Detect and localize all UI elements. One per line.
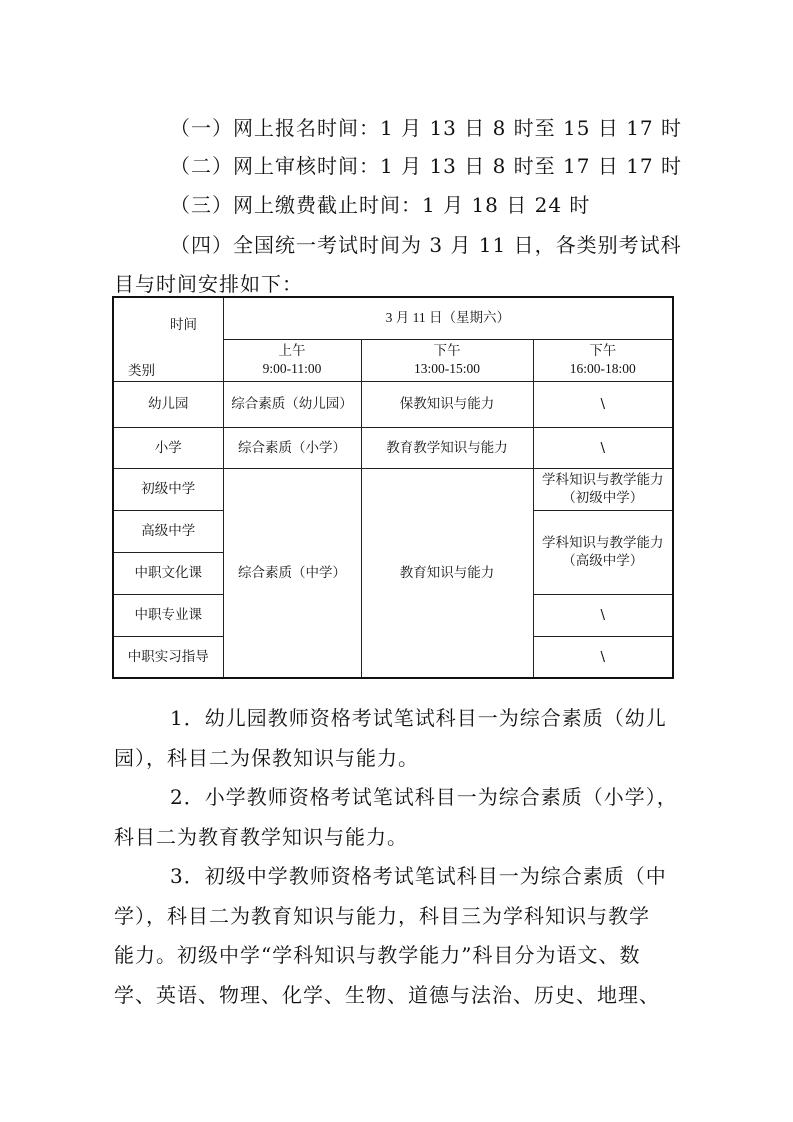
session-afternoon-1 — [361, 339, 533, 381]
para4-line-2: 目与时间安排如下： — [114, 272, 303, 296]
cell-junior-subject3: 学科知识与教学能力（初级中学） — [533, 468, 673, 510]
cell-senior-subject3: 学科知识与教学能力（高级中学） — [533, 510, 673, 594]
corner-header-cell — [113, 297, 223, 381]
cell-vocational-practice-subject3: \ — [533, 636, 673, 678]
cell-primary-subject3: \ — [533, 427, 673, 468]
category-kindergarten: 幼儿园 — [113, 381, 223, 427]
corner-category-label: 类别 — [128, 363, 155, 379]
session-label: 下午 — [433, 343, 461, 359]
note-3-line-4: 学、英语、物理、化学、生物、道德与法治、历史、地理、 — [114, 983, 660, 1007]
session-afternoon-2 — [533, 339, 673, 381]
session-time: 13:00-15:00 — [414, 361, 480, 376]
cell-middle-subject1: 综合素质（中学） — [223, 468, 361, 678]
corner-time-label: 时间 — [170, 317, 197, 333]
note-3-line-2: 学），科目二为教育知识与能力，科目三为学科知识与教学 — [114, 904, 650, 928]
cell-middle-subject2: 教育知识与能力 — [361, 468, 533, 678]
para4-line-1: （四）全国统一考试时间为 3 月 11 日，各类别考试科 — [170, 233, 682, 257]
session-label: 上午 — [278, 343, 306, 359]
category-vocational-major: 中职专业课 — [113, 594, 223, 636]
intro-line-2: （二）网上审核时间：1 月 13 日 8 时至 17 日 17 时 — [170, 154, 683, 178]
intro-line-1: （一）网上报名时间：1 月 13 日 8 时至 15 日 17 时 — [170, 116, 683, 140]
category-vocational-practice: 中职实习指导 — [113, 636, 223, 678]
session-time: 16:00-18:00 — [569, 361, 636, 376]
session-time: 9:00-11:00 — [262, 361, 322, 376]
note-3-line-1: 3．初级中学教师资格考试笔试科目一为综合素质（中 — [170, 864, 667, 888]
session-label: 下午 — [589, 343, 617, 359]
note-2-line-1: 2．小学教师资格考试笔试科目一为综合素质（小学）， — [170, 785, 678, 809]
exam-schedule-table — [112, 296, 674, 679]
cell-kindergarten-subject1: 综合素质（幼儿园） — [223, 381, 361, 427]
note-2-line-2: 科目二为教育教学知识与能力。 — [114, 825, 408, 849]
category-primary: 小学 — [113, 427, 223, 468]
cell-primary-subject1: 综合素质（小学） — [223, 427, 361, 468]
note-3-line-3: 能力。初级中学“学科知识与教学能力”科目分为语文、数 — [114, 943, 641, 967]
cell-primary-subject2: 教育教学知识与能力 — [361, 427, 533, 468]
note-1-line-1: 1．幼儿园教师资格考试笔试科目一为综合素质（幼儿 — [170, 706, 667, 730]
category-junior-middle: 初级中学 — [113, 468, 223, 510]
category-senior-middle: 高级中学 — [113, 510, 223, 552]
cell-kindergarten-subject3: \ — [533, 381, 673, 427]
cell-vocational-major-subject3: \ — [533, 594, 673, 636]
date-header: 3 月 11 日（星期六） — [223, 297, 673, 339]
intro-line-3: （三）网上缴费截止时间：1 月 18 日 24 时 — [170, 193, 591, 217]
category-vocational-culture: 中职文化课 — [113, 552, 223, 594]
session-morning — [223, 339, 361, 381]
cell-kindergarten-subject2: 保教知识与能力 — [361, 381, 533, 427]
note-1-line-2: 园），科目二为保教知识与能力。 — [114, 746, 419, 770]
